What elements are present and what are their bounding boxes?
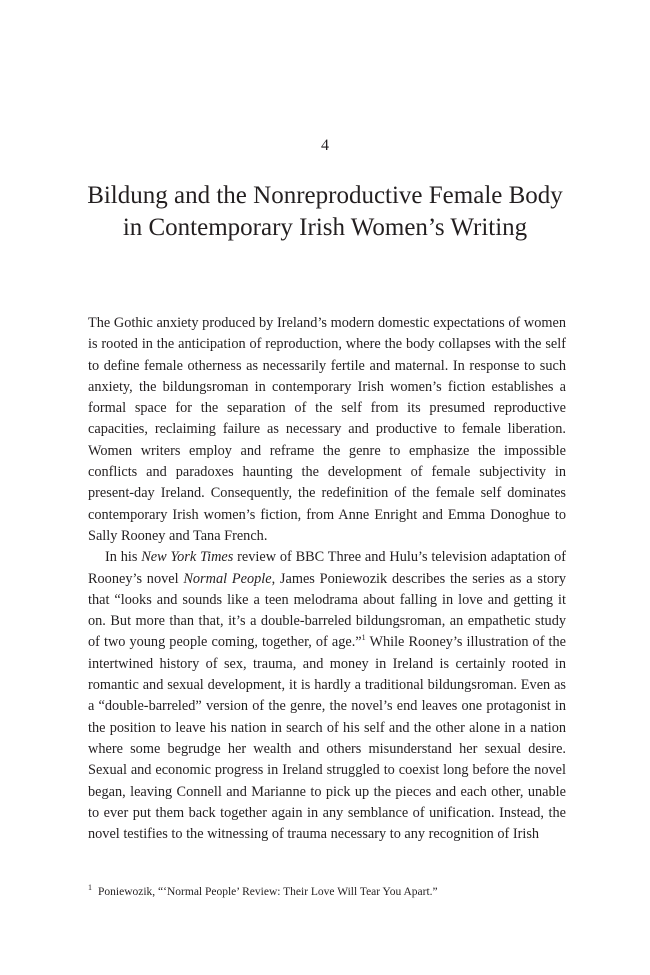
footnote-number: 1 [88, 883, 92, 892]
chapter-title [60, 180, 590, 244]
paragraph-1: The Gothic anxiety produced by Ireland’s modern domestic expectations of women is rooted in the anticipation of reproduction, where the body collapses with the self to define female otherness as necessarily fertile and maternal. In response to such anxiety, the bildungsroman in contemporary Irish women’s fiction establishes a formal space for the separation of the self from its presumed reproductive capacities, reclaiming failure as necessary and productive to female liberation. Women writers employ and reframe the genre to emphasize the impossible conflicts and paradoxes haunting the development of female subjectivity in present-day Ireland. Consequently, the redefinition of the female self dominates contemporary Irish women’s fiction, from Anne Enright and Emma Donoghue to Sally Rooney and Tana French. [88, 315, 566, 544]
italic-title-normal-people: Normal People [183, 570, 272, 587]
paragraph-2-text: While Rooney’s illustration of the intertwined history of sex, trauma, and money in Ireland is certainly rooted in romantic and sexual development, it is hardly a traditional bildungsroman. Even as a “double-barreled” version of the genre, the novel’s end leaves one protagonist in the position to leave his nation in search of his self and the other alone in a nation where some begrudge her wealth and others misunderstand her sexual desire. Sexual and economic progress in Ireland struggled to coexist long before the novel began, leaving Connell and Marianne to pick up the pieces and each other, unable to ever put them back together again in any semblance of unification. Instead, the novel testifies to the witnessing of trauma necessary to any recognition of Irish [88, 634, 566, 843]
footnote-text: Poniewozik, “‘Normal People’ Review: Their Love Will Tear You Apart.” [98, 885, 438, 898]
chapter-number: 4 [321, 137, 329, 154]
chapter-title-line-2: in Contemporary Irish Women’s Writing [122, 214, 528, 241]
footnote-reference[interactable]: 1 [361, 633, 366, 643]
paragraph-2 [88, 547, 566, 845]
chapter-title-line-1: Bildung and the Nonreproductive Female Body [87, 182, 563, 209]
paragraph-2-text: , James Poniewozik describes the series as a story that “looks and sounds like a teen melodrama about falling in love and getting it on. But more than that, it’s a double-barreled bildungsroman, an empathetic study of two young people coming, together, of age.” [88, 570, 566, 651]
italic-title-nyt: New York Times [141, 549, 234, 566]
body-text [88, 313, 566, 845]
paragraph-2-text: review of BBC Three and Hulu’s television adaptation of Rooney’s novel [88, 549, 566, 587]
footnote [88, 880, 566, 900]
paragraph-2-text: In his [105, 549, 142, 566]
